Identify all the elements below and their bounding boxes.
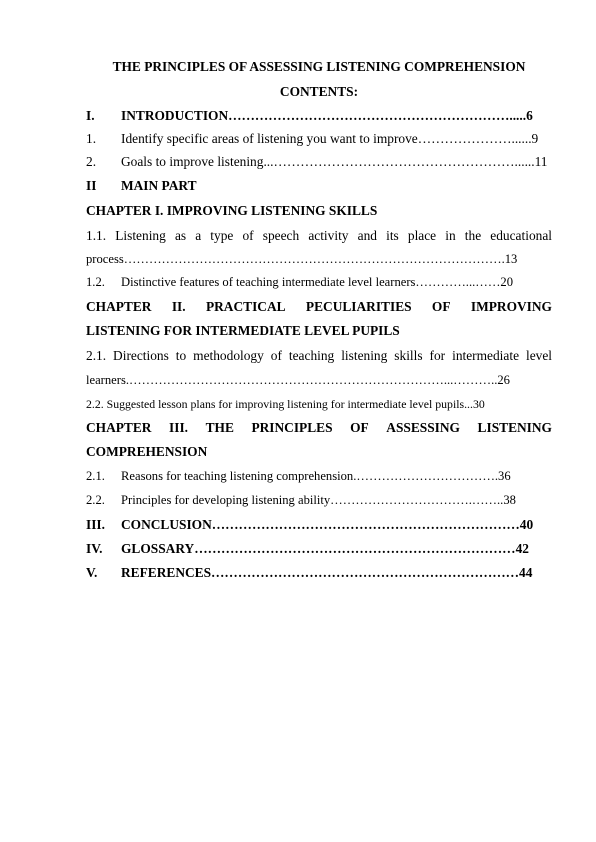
toc-entry-2-1-line2[interactable]: learners.…………………………………………………………………...………..26 — [86, 373, 510, 387]
toc-entry-references[interactable] — [86, 565, 552, 581]
toc-word: intermediate — [452, 348, 520, 363]
toc-word: of — [270, 348, 282, 363]
toc-entry-conclusion[interactable] — [86, 517, 552, 533]
toc-word: PRACTICAL — [205, 299, 286, 314]
toc-text: GLOSSARY………………………………………………………………42 — [121, 541, 529, 556]
toc-number: 2. — [86, 154, 97, 169]
toc-word: OF — [350, 420, 369, 435]
toc-word: PECULIARITIES — [305, 299, 412, 314]
toc-text: Identify specific areas of listening you want to improve…………………......9 — [121, 131, 539, 146]
toc-word: teaching — [288, 348, 335, 363]
toc-entry-introduction[interactable] — [86, 108, 552, 124]
toc-word: CHAPTER — [86, 420, 152, 435]
toc-text: Distinctive features of teaching intermediate level learners…………...……20 — [121, 275, 514, 289]
toc-word: to — [175, 348, 187, 363]
toc-number: 1. — [86, 131, 97, 146]
toc-number: 1.2. — [86, 275, 105, 289]
toc-chapter-3-title-line1[interactable] — [86, 420, 552, 436]
toc-word: in — [445, 228, 456, 243]
toc-entry[interactable] — [86, 274, 552, 290]
contents-heading: CONTENTS: — [279, 84, 359, 99]
toc-word: the — [464, 228, 482, 243]
toc-word: LISTENING — [477, 420, 552, 435]
toc-word: III. — [169, 420, 189, 435]
document-title: THE PRINCIPLES OF ASSESSING LISTENING COMPREHENSION — [112, 59, 526, 74]
toc-word: 2.1. — [86, 348, 107, 363]
toc-chapter-2-title-line2[interactable]: LISTENING FOR INTERMEDIATE LEVEL PUPILS — [86, 323, 400, 338]
toc-word: PRINCIPLES — [251, 420, 333, 435]
toc-number: II — [86, 178, 97, 193]
toc-entry-main-part[interactable] — [86, 178, 552, 194]
toc-word: type — [210, 228, 234, 243]
toc-number: 2.2. — [86, 493, 105, 507]
toc-number: I. — [86, 108, 95, 123]
toc-text: Principles for developing listening ability…………………………….……..38 — [121, 493, 516, 507]
toc-text: Reasons for teaching listening comprehension.…………………………….36 — [121, 469, 511, 483]
toc-word: a — [195, 228, 202, 243]
toc-word: skills — [394, 348, 423, 363]
toc-text: REFERENCES……………………………………………………………44 — [121, 565, 533, 580]
toc-word: level — [525, 348, 552, 363]
toc-word: educational — [490, 228, 552, 243]
toc-entry[interactable] — [86, 154, 552, 170]
toc-entry[interactable] — [86, 131, 552, 147]
toc-number: V. — [86, 565, 98, 580]
toc-word: activity — [308, 228, 349, 243]
toc-chapter-3-title-line2[interactable]: COMPREHENSION — [86, 444, 208, 459]
toc-word: IMPROVING — [470, 299, 552, 314]
toc-word: ASSESSING — [386, 420, 460, 435]
toc-number: III. — [86, 517, 105, 532]
toc-entry-1-1-line2[interactable]: process……………………………………………………………………………….13 — [86, 252, 518, 266]
toc-word: II. — [171, 299, 186, 314]
toc-text: MAIN PART — [121, 178, 197, 193]
toc-chapter-1-title[interactable]: CHAPTER I. IMPROVING LISTENING SKILLS — [86, 203, 378, 218]
toc-word: THE — [205, 420, 234, 435]
toc-text: INTRODUCTION……………………………………………………….....6 — [121, 108, 533, 123]
toc-word: OF — [431, 299, 451, 314]
toc-word: CHAPTER — [86, 299, 152, 314]
toc-text: Goals to improve listening...………………………………………………......11 — [121, 154, 548, 169]
toc-word: 1.1. — [86, 228, 107, 243]
toc-word: for — [429, 348, 446, 363]
toc-word: its — [386, 228, 399, 243]
toc-number: 2.1. — [86, 469, 105, 483]
toc-word: listening — [341, 348, 388, 363]
toc-entry-2-1-line1[interactable] — [86, 348, 552, 364]
toc-entry-1-1-line1[interactable] — [86, 228, 552, 244]
toc-chapter-2-title-line1[interactable] — [86, 299, 552, 315]
toc-word: of — [242, 228, 254, 243]
toc-word: place — [407, 228, 437, 243]
toc-entry[interactable] — [86, 468, 552, 484]
toc-word: Listening — [115, 228, 166, 243]
toc-word: speech — [262, 228, 300, 243]
toc-word: and — [357, 228, 377, 243]
toc-entry-glossary[interactable] — [86, 541, 552, 557]
toc-word: methodology — [193, 348, 264, 363]
toc-entry[interactable] — [86, 492, 552, 508]
toc-entry-2-2[interactable]: 2.2. Suggested lesson plans for improving listening for intermediate level pupils...30 — [86, 397, 485, 411]
toc-text: CONCLUSION……………………………………………………………40 — [121, 517, 534, 532]
toc-word: Directions — [113, 348, 169, 363]
toc-number: IV. — [86, 541, 103, 556]
toc-word: as — [174, 228, 187, 243]
